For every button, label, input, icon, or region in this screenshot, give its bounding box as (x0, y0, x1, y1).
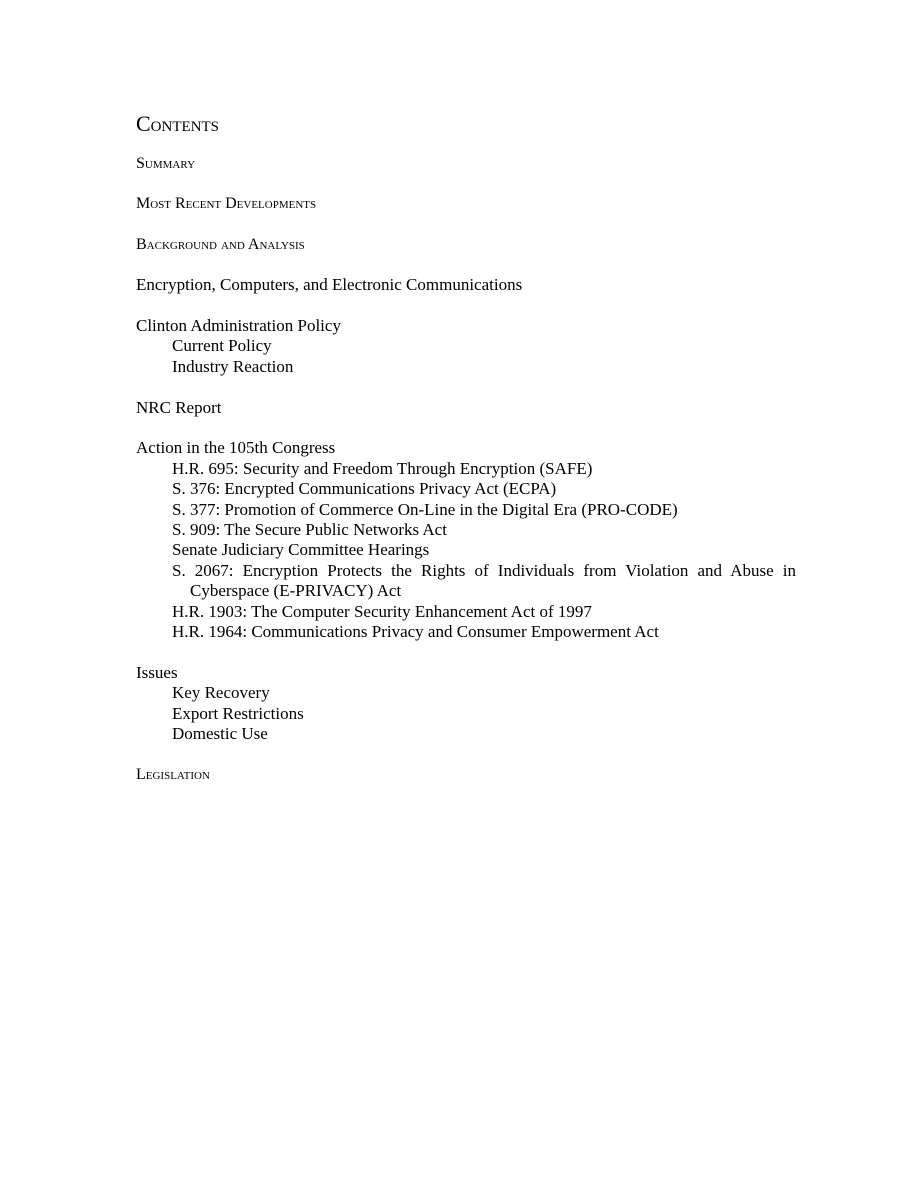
toc-entry-encryption (136, 275, 796, 295)
toc-subentry[interactable]: H.R. 695: Security and Freedom Through Encryption (SAFE) (172, 458, 593, 478)
toc-subentry-text: S. 2067: Encryption Protects the Rights of Individuals from Violation and Abuse in Cyberspace (E-PRIVACY) Act (172, 560, 796, 601)
toc-sublist (136, 459, 796, 643)
toc-entry-label[interactable]: NRC Report (136, 397, 222, 417)
toc-subentry[interactable]: Domestic Use (172, 724, 268, 744)
page-title: Contents (136, 111, 220, 136)
toc-entry-label[interactable]: Legislation (136, 765, 210, 783)
toc-subentry[interactable]: Senate Judiciary Committee Hearings (172, 540, 430, 560)
toc-entry-105th-congress (136, 438, 796, 642)
toc-entry-summary (136, 154, 796, 174)
toc-subentry[interactable]: H.R. 1964: Communications Privacy and Consumer Empowerment Act (172, 622, 659, 642)
toc-subentry[interactable]: H.R. 1903: The Computer Security Enhancement Act of 1997 (172, 601, 592, 621)
toc-entry-label[interactable]: Most Recent Developments (136, 195, 317, 213)
toc-entry-clinton-policy (136, 316, 796, 377)
toc-entry-label[interactable]: Encryption, Computers, and Electronic Communications (136, 275, 523, 295)
toc-subentry[interactable]: S. 376: Encrypted Communications Privacy Act (ECPA) (172, 479, 557, 499)
toc-entry-label[interactable]: Background and Analysis (136, 235, 305, 253)
toc-entry-label[interactable]: Summary (136, 155, 196, 172)
toc-entry-issues (136, 663, 796, 745)
toc-sublist (136, 683, 796, 744)
toc-subentry[interactable]: Current Policy (172, 336, 272, 356)
toc-subentry[interactable]: Industry Reaction (172, 356, 294, 376)
toc-entry-label[interactable]: Clinton Administration Policy (136, 315, 341, 335)
toc-entry-background-and-analysis (136, 235, 796, 255)
toc-subentry-wrapped[interactable] (136, 561, 796, 602)
toc-entry-legislation (136, 765, 796, 785)
toc-subentry[interactable]: Export Restrictions (172, 703, 304, 723)
toc-entry-label[interactable]: Action in the 105th Congress (136, 438, 336, 458)
toc-list (136, 154, 796, 785)
contents-page (136, 110, 796, 805)
toc-entry-most-recent-developments (136, 194, 796, 214)
toc-entry-nrc-report (136, 398, 796, 418)
toc-sublist (136, 336, 796, 377)
toc-subentry[interactable]: Key Recovery (172, 683, 270, 703)
toc-entry-label[interactable]: Issues (136, 662, 178, 682)
toc-subentry[interactable]: S. 377: Promotion of Commerce On-Line in the Digital Era (PRO-CODE) (172, 499, 678, 519)
toc-subentry[interactable]: S. 909: The Secure Public Networks Act (172, 520, 447, 539)
